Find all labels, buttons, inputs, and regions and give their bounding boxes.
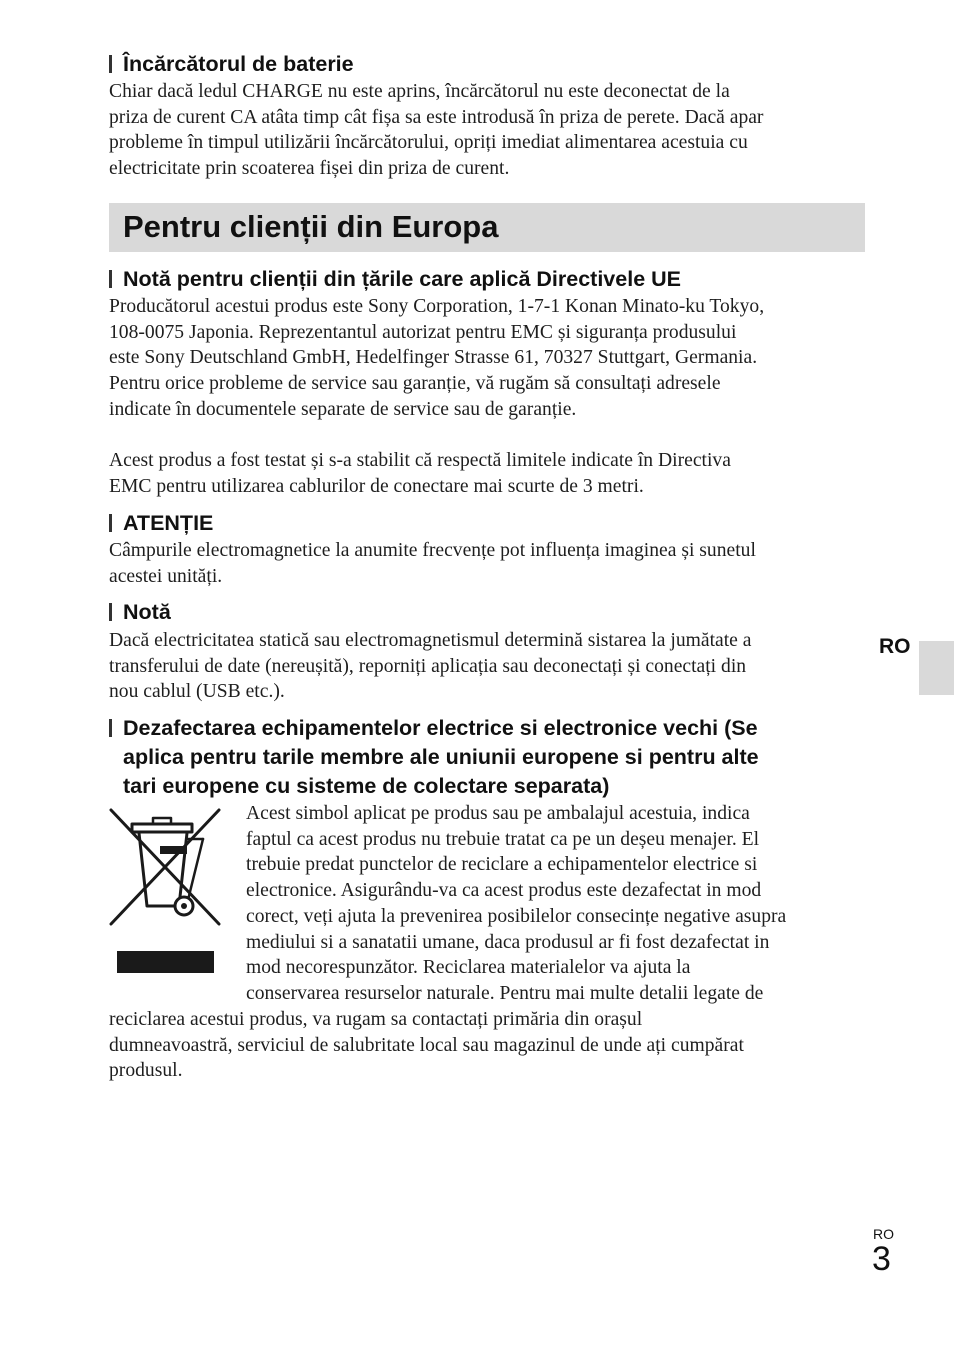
text-line: 108-0075 Japonia. Reprezentantul autorizat pentru EMC și siguranța produsului — [109, 321, 737, 343]
attention-heading: ATENȚIE — [109, 509, 213, 538]
text-line: nou cablul (USB etc.). — [109, 681, 285, 703]
text-line: dumneavoastră, serviciul de salubritate local sau magazinul de unde ați cumpărat — [109, 1034, 744, 1056]
text-line: produsul. — [109, 1060, 183, 1082]
banner-title: Pentru clienții din Europa — [123, 209, 499, 244]
eu-note-heading: Notă pentru clienții din țările care aplică Directivele UE — [109, 265, 681, 294]
text-line: reciclarea acestui produs, va rugam sa contactați primăria din orașul — [109, 1009, 643, 1030]
text-line: Dacă electricitatea statică sau electromagnetismul determină sistarea la jumătate a — [109, 630, 752, 651]
language-tab-label: RO — [879, 635, 911, 658]
text-line: corect, veți ajuta la prevenirea posibilelor consecințe negative asupra — [246, 905, 787, 927]
text-line: mediului si a sanatatii umane, daca produsul ar fi fost dezafectat in — [246, 931, 770, 953]
text-line: Chiar dacă ledul CHARGE nu este aprins, încărcătorul nu este deconectat de la — [109, 81, 730, 102]
text-line: conservarea resurselor naturale. Pentru mai multe detalii legate de — [246, 982, 764, 1004]
text-line: indicate în documentele separate de service sau de garanție. — [109, 398, 577, 420]
text-line: faptul ca acest produs nu trebuie tratat ca pe un deșeu menajer. El — [246, 828, 760, 850]
heading-marker — [109, 55, 112, 73]
emc-paragraph — [109, 448, 869, 499]
charger-heading: Încărcătorul de baterie — [109, 50, 354, 79]
heading-line: aplica pentru tarile membre ale uniunii europene si pentru alte — [123, 745, 759, 769]
text-line: probleme în timpul utilizării încărcătorului, opriți imediat alimentarea acestuia cu — [109, 132, 748, 154]
text-line: este Sony Deutschland GmbH, Hedelfinger Strasse 61, 70327 Stuttgart, Germania. — [109, 347, 758, 369]
disposal-full-paragraph — [109, 1007, 869, 1084]
heading-marker — [109, 719, 112, 737]
text-line: EMC pentru utilizarea cablurilor de conectare mai scurte de 3 metri. — [109, 475, 644, 497]
eu-note-paragraph — [109, 294, 869, 423]
text-line: trebuie predat punctelor de reciclare a echipamentelor electrice si — [246, 854, 758, 876]
heading-marker — [109, 514, 112, 532]
text-line: mod necorespunzător. Reciclarea materialelor va ajuta la — [246, 957, 691, 979]
disposal-side-paragraph — [246, 801, 866, 1007]
heading-marker — [109, 603, 112, 621]
note-paragraph — [109, 628, 869, 705]
text-line: Câmpurile electromagnetice la anumite frecvențe pot influența imaginea și sunetul — [109, 540, 756, 561]
heading-line: tari europene cu sisteme de colectare separata) — [123, 774, 610, 798]
crossed-out-wheelie-bin-icon — [107, 806, 225, 976]
language-side-tab — [919, 641, 954, 695]
text-line: Acest simbol aplicat pe produs sau pe ambalajul acestuia, indica — [246, 803, 750, 824]
text-line: electronice. Asigurându-va ca acest produs este dezafectat in mod — [246, 880, 762, 902]
text-line: transferului de date (nereușită), reporniți aplicația sau deconectați și conectați din — [109, 655, 747, 677]
heading-line: Dezafectarea echipamentelor electrice si electronice vechi (Se — [123, 716, 758, 740]
text-line: acestei unități. — [109, 565, 223, 587]
section-banner — [109, 203, 865, 252]
attention-paragraph — [109, 538, 869, 589]
text-line: electricitate prin scoaterea fișei din priza de curent. — [109, 158, 510, 180]
page-number: 3 — [872, 1240, 891, 1278]
disposal-heading — [109, 714, 849, 801]
text-line: Producătorul acestui produs este Sony Corporation, 1-7-1 Konan Minato-ku Tokyo, — [109, 296, 765, 317]
note-heading: Notă — [109, 598, 171, 627]
heading-marker — [109, 270, 112, 288]
text-line: Acest produs a fost testat și s-a stabilit că respectă limitele indicate în Directiva — [109, 450, 731, 471]
charger-paragraph — [109, 79, 869, 182]
text-line: priza de curent CA atâta timp cât fișa sa este introdusă în priza de perete. Dacă apar — [109, 106, 764, 128]
text-line: Pentru orice probleme de service sau garanție, vă rugăm să consultați adresele — [109, 373, 721, 395]
page-language-code: RO — [873, 1226, 894, 1242]
